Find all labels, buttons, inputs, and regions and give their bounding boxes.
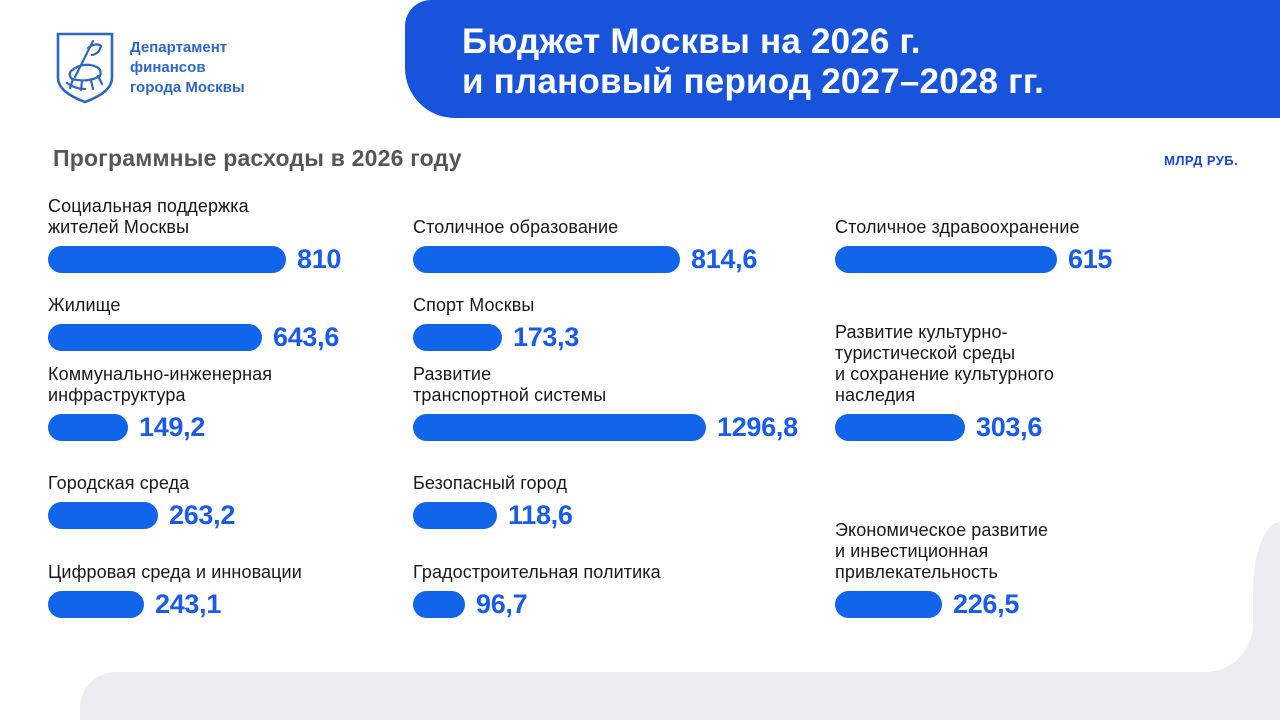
bar-row	[48, 246, 341, 273]
bar	[48, 246, 286, 273]
bar-label: Развитие транспортной системы	[413, 364, 607, 405]
bar-label: Жилище	[48, 295, 121, 315]
bar-value: 1296,8	[717, 412, 798, 442]
bar-row	[413, 502, 573, 529]
section-heading-row	[0, 118, 1280, 172]
bar-value: 173,3	[513, 322, 580, 352]
chart-item	[48, 446, 413, 534]
bar-label: Экономическое развитие и инвестиционная привлекательность	[835, 520, 1049, 582]
bar-label: Цифровая среда и инновации	[48, 562, 302, 582]
bar-value: 96,7	[476, 589, 528, 619]
bar-row	[413, 414, 798, 441]
bar-value: 615	[1068, 244, 1113, 274]
chart-item	[48, 186, 413, 278]
bar	[413, 414, 706, 441]
bar-value: 226,5	[953, 589, 1020, 619]
page-title-line1: Бюджет Москвы на 2026 г.	[462, 22, 921, 61]
bar	[48, 502, 158, 529]
bar-value: 303,6	[976, 412, 1043, 442]
logo-line: финансов	[130, 59, 206, 76]
bar	[835, 414, 965, 441]
bar-label: Городская среда	[48, 473, 190, 493]
bar-row	[48, 324, 339, 351]
bar-row	[835, 414, 1042, 441]
bar-label: Развитие культурно- туристической среды и сохранение культурного наследия	[835, 322, 1054, 405]
chart-item	[413, 356, 835, 446]
chart-item	[48, 534, 413, 623]
bar	[48, 324, 262, 351]
bar	[48, 591, 144, 618]
chart-item	[413, 278, 835, 356]
bar	[413, 502, 497, 529]
chart-item	[413, 186, 835, 278]
bar-value: 149,2	[139, 412, 206, 442]
bar-label: Безопасный город	[413, 473, 568, 493]
chart-item	[413, 446, 835, 534]
bar-value: 118,6	[508, 500, 573, 530]
bar	[835, 591, 942, 618]
logo-line: Департамент	[130, 39, 228, 56]
bar-label: Столичное образование	[413, 217, 619, 237]
bar-label: Столичное здравоохранение	[835, 217, 1080, 237]
bar-value: 263,2	[169, 500, 236, 530]
bar	[413, 324, 502, 351]
bar-value: 643,6	[273, 322, 340, 352]
bar-label: Градостроительная политика	[413, 562, 661, 582]
bar-label: Спорт Москвы	[413, 295, 535, 315]
bar-row	[413, 324, 579, 351]
bar	[48, 414, 128, 441]
bar-chart	[48, 186, 1280, 623]
bar	[413, 591, 465, 618]
bar-value: 243,1	[155, 589, 222, 619]
chart-item	[835, 186, 1232, 278]
bar-row	[413, 246, 757, 273]
bar	[835, 246, 1057, 273]
bar-label: Коммунально-инженерная инфраструктура	[48, 364, 273, 405]
chart-item	[48, 356, 413, 446]
bar-row	[835, 591, 1019, 618]
chart-item	[48, 278, 413, 356]
section-title: Программные расходы в 2026 году	[53, 145, 462, 171]
page-title-line2: и плановый период 2027–2028 гг.	[462, 62, 1045, 101]
chart-item	[835, 520, 1232, 623]
footer-strip	[80, 672, 1280, 720]
bar-row	[48, 591, 221, 618]
bar-label: Социальная поддержка жителей Москвы	[48, 196, 249, 237]
bar-value: 810	[297, 244, 342, 274]
bar-row	[413, 591, 527, 618]
bar-value: 814,6	[691, 244, 758, 274]
chart-item	[835, 278, 1232, 446]
bar	[413, 246, 680, 273]
bar-row	[48, 414, 205, 441]
bar-row	[835, 246, 1112, 273]
logo-line: города Москвы	[130, 79, 245, 96]
chart-item	[413, 534, 835, 623]
bar-row	[48, 502, 235, 529]
units-label: МЛРД РУБ.	[1164, 153, 1238, 168]
